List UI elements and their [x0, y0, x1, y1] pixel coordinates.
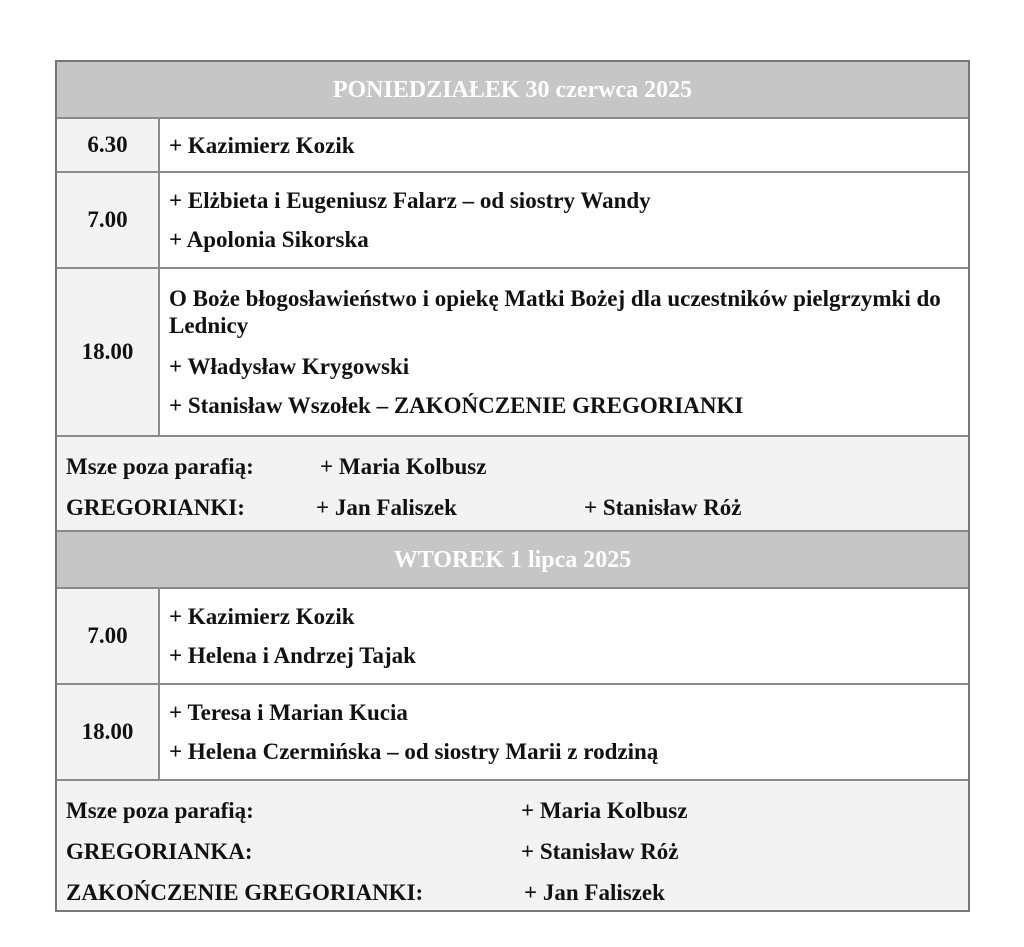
intention: + Teresa i Marian Kucia: [169, 700, 408, 725]
note-value: + Stanisław Róż: [521, 838, 679, 864]
note-line: [66, 790, 959, 831]
mass-row-1800: [57, 269, 968, 437]
intention: + Apolonia Sikorska: [169, 227, 369, 252]
day-notes-tuesday: [57, 781, 968, 910]
note-label: Msze poza parafią:: [66, 453, 254, 479]
intention: + Kazimierz Kozik: [169, 132, 355, 158]
note-label: ZAKOŃCZENIE GREGORIANKI:: [66, 879, 424, 905]
note-line: [66, 831, 959, 872]
note-label: GREGORIANKI:: [66, 494, 245, 520]
mass-time: 18.00: [57, 685, 160, 779]
mass-intentions: [160, 589, 968, 683]
note-line: [66, 446, 959, 487]
note-value: + Jan Faliszek: [524, 879, 665, 905]
note-line: [66, 872, 959, 913]
intention: + Helena Czermińska – od siostry Marii z rodziną: [169, 739, 659, 764]
day-notes-monday: [57, 437, 968, 532]
intention: + Helena i Andrzej Tajak: [169, 643, 416, 668]
note-value: + Stanisław Róż: [584, 494, 742, 520]
mass-time: 18.00: [57, 269, 160, 435]
mass-time: 6.30: [57, 119, 160, 171]
day-header-monday: PONIEDZIAŁEK 30 czerwca 2025: [57, 62, 968, 119]
mass-row-0630: [57, 119, 968, 173]
mass-intentions: [160, 173, 968, 267]
mass-schedule: [55, 60, 970, 912]
intention: + Elżbieta i Eugeniusz Falarz – od siostry Wandy: [169, 188, 651, 213]
note-label: Msze poza parafią:: [66, 797, 254, 823]
intention: O Boże błogosławieństwo i opiekę Matki Bożej dla uczestników pielgrzymki do Lednicy: [169, 286, 941, 338]
mass-intentions: [160, 269, 968, 435]
note-line: [66, 487, 959, 528]
mass-row-0700: [57, 589, 968, 685]
note-label: GREGORIANKA:: [66, 838, 253, 864]
intention: + Władysław Krygowski: [169, 354, 410, 379]
mass-row-1800: [57, 685, 968, 781]
day-header-tuesday: WTOREK 1 lipca 2025: [57, 532, 968, 589]
intention: + Stanisław Wszołek – ZAKOŃCZENIE GREGORIANKI: [169, 393, 744, 418]
mass-intentions: [160, 685, 968, 779]
mass-time: 7.00: [57, 173, 160, 267]
mass-time: 7.00: [57, 589, 160, 683]
mass-intentions: [160, 119, 968, 171]
note-value: + Maria Kolbusz: [320, 453, 487, 479]
note-value: + Maria Kolbusz: [521, 797, 688, 823]
mass-row-0700: [57, 173, 968, 269]
intention: + Kazimierz Kozik: [169, 604, 355, 629]
note-value: + Jan Faliszek: [316, 494, 457, 520]
